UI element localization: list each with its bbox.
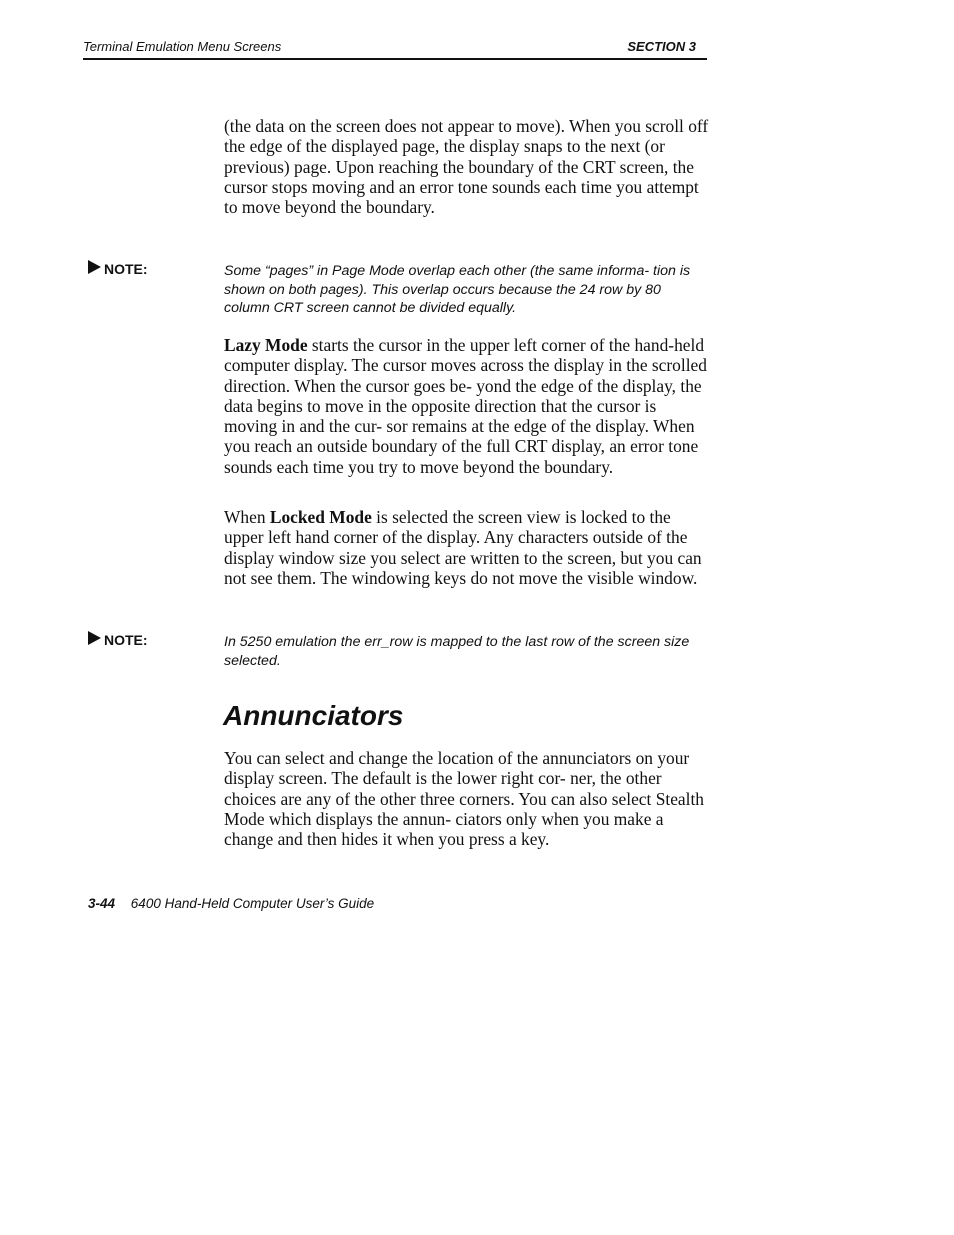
term-locked-mode: Locked Mode (269, 507, 372, 527)
paragraph-lazy-mode (224, 335, 710, 477)
locked-mode-intro: When (224, 507, 270, 527)
locked-mode-description: is selected the screen view is locked to the upper left hand corner of the display. Any characters outside of the display window size you select are written to the screen, but you can not see them. The windowing keys do not move the visible window. (224, 507, 702, 588)
paragraph-annunciators: You can select and change the location of the annunciators on your display screen. The default is the lower right cor- ner, the other choices are any of the other three corners. You can also select Stealth Mode which displays the annun- ciators only when you make a change and then hides it when you press a key. (224, 748, 704, 850)
note-label-text: NOTE: (104, 261, 148, 277)
term-lazy-mode: Lazy Mode (224, 335, 308, 355)
page-number: 3-44 (88, 896, 116, 911)
note-text-1: Some “pages” in Page Mode overlap each other (the same informa- tion is shown on both pages). This overlap occurs because the 24 row by 80 column CRT screen cannot be divided equally. (224, 263, 691, 316)
triangle-pointer-icon (88, 260, 101, 274)
paragraph-page-mode-continued: (the data on the screen does not appear to move). When you scroll off the edge of the displayed page, the display snaps to the next (or previous) page. Upon reaching the boundary of the CRT screen, the cursor stops moving and an error tone sounds each time you attempt to move beyond the boundary. (224, 116, 709, 218)
note-label-text: NOTE: (104, 632, 148, 648)
paragraph-locked-mode (224, 507, 710, 588)
lazy-mode-description: starts the cursor in the upper left corner of the hand-held computer display. The cursor moves across the display in the scrolled direction. When the cursor goes be- yond the edge of the display, the data begins to move in the opposite direction that the cursor is moving in and the cur- sor remains at the edge of the display. When you reach an outside boundary of the full CRT display, an error tone sounds each time you try to move beyond the boundary. (224, 335, 707, 477)
note-text-2: In 5250 emulation the err_row is mapped to the last row of the screen size selected. (224, 634, 690, 669)
section-heading-annunciators: Annunciators (223, 700, 404, 731)
page-header (83, 38, 707, 60)
note-label-2 (88, 632, 148, 648)
footer-book-title: 6400 Hand-Held Computer User’s Guide (130, 896, 375, 911)
header-section-label: SECTION 3 (627, 39, 696, 54)
note-label-1 (88, 261, 148, 277)
triangle-pointer-icon (88, 631, 101, 645)
header-chapter-title: Terminal Emulation Menu Screens (83, 39, 282, 54)
page-footer (88, 896, 374, 911)
